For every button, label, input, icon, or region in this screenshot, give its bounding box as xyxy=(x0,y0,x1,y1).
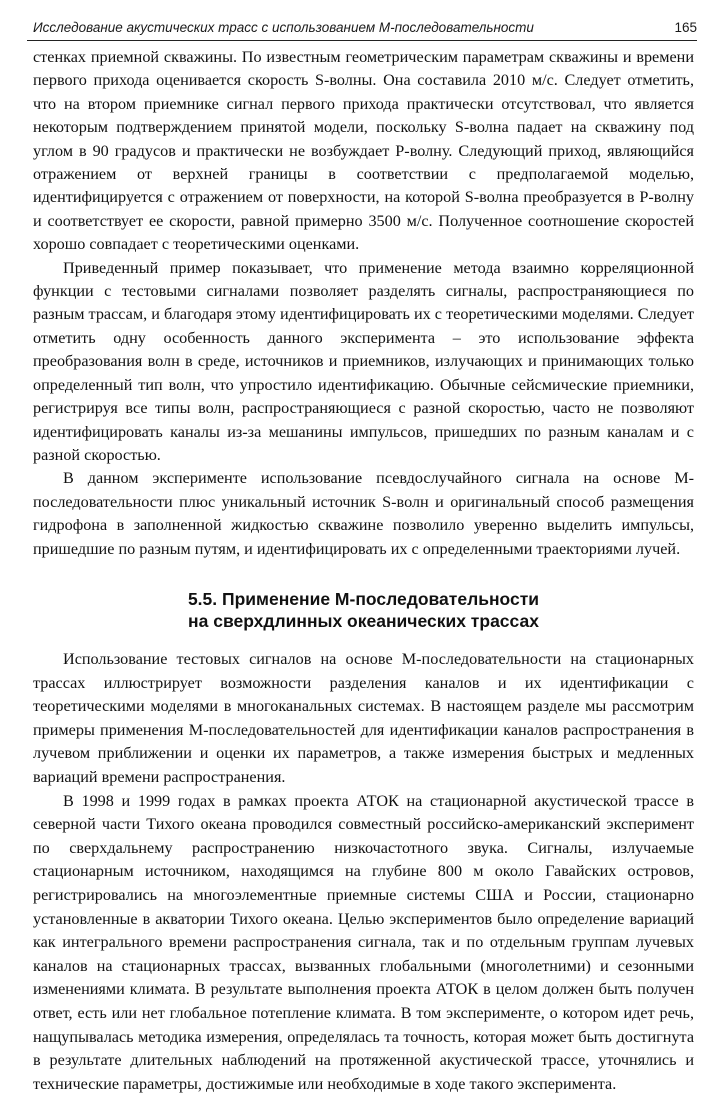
header-rule xyxy=(27,40,697,41)
section-heading-line1: 5.5. Применение М-последовательности xyxy=(187,589,540,609)
section-heading xyxy=(33,588,694,632)
body-text-bottom xyxy=(33,648,694,1096)
section-heading-line2: на сверхдлинных океанических трассах xyxy=(188,611,539,631)
running-head-title: Исследование акустических трасс с использованием М-последовательности xyxy=(33,20,534,35)
paragraph: Приведенный пример показывает, что применение метода взаимно корреляционной функции с тестовыми сигналами позволяет разделять сигналы, распространяющиеся по разным трассам, и благодаря этому идентифицировать их с теоретическими моделями. Следует отметить одну особенность данного эксперимента – это использование эффекта преобразования волн в среде, источников и приемников, излучающих и принимающих только определенный тип волн, что упростило идентификацию. Обычные сейсмические приемники, регистрируя все типы волн, распространяющиеся с разной скоростью, часто не позволяют идентифицировать каналы из-за мешанины импульсов, пришедших по разным каналам и с разной скоростью. xyxy=(33,258,694,464)
running-head xyxy=(33,17,697,39)
paragraph: В данном эксперименте использование псевдослучайного сигнала на основе М-последовательности плюс уникальный источник S-волн и оригинальный способ размещения гидрофона в заполненной жидкостью скважине позволило уверенно выделить импульсы, пришедшие по разным путям, и идентифицировать их с определенными траекториями лучей. xyxy=(33,469,694,558)
body-text-top xyxy=(33,46,694,561)
paragraph: стенках приемной скважины. По известным геометрическим параметрам скважины и времени первого прихода оценивается скорость S-волны. Она составила 2010 м/с. Следует отметить, что на втором приемнике сигнал первого прихода практически отсутствовал, что является некоторым подтверждением принятой модели, поскольку S-волна падает на скважину под углом в 90 градусов и практически не возбуждает P-волну. Следующий приход, являющийся отражением от верхней границы в соответствии с предполагаемой моделью, идентифицируется с отражением от поверхности, на которой S-волна преобразуется в P-волну и соответствует ее скорости, равной примерно 3500 м/с. Полученное соотношение скоростей хорошо совпадает с теоретическими оценками. xyxy=(33,48,694,254)
paragraph: В 1998 и 1999 годах в рамках проекта АТОК на стационарной акустической трассе в северной части Тихого океана проводился совместный российско-американский эксперимент по сверхдальнему распространению низкочастотного звука. Сигналы, излучаемые стационарным источником, находящимся на глубине 800 м около Гавайских островов, регистрировались на многоэлементные приемные системы США и России, стационарно установленные в акватории Тихого океана. Целью экспериментов было определение вариаций как интегрального времени распространения сигнала, так и по отдельным группам лучевых каналов на стационарных трассах, вызванных глобальными (многолетними) и сезонными изменениями климата. В результате выполнения проекта АТОК в целом должен быть получен ответ, есть или нет глобальное потепление климата. В том эксперименте, о котором идет речь, нащупывалась методика измерения, определялась та точность, которая может быть достигнута в результате длительных наблюдений на протяженной акустической трассе, уточнялись и технические параметры, достижимые или необходимые в ходе такого эксперимента. xyxy=(33,791,694,1093)
paragraph: Использование тестовых сигналов на основе М-последовательности на стационарных трассах иллюстрирует возможности разделения каналов и их идентификации с теоретическими моделями в многоканальных системах. В настоящем разделе мы рассмотрим примеры применения М-последовательностей для идентификации каналов распространения в лучевом приближении и оценки их параметров, а также измерения быстрых и медленных вариаций времени распространения. xyxy=(33,650,694,786)
page-number: 165 xyxy=(674,20,697,35)
